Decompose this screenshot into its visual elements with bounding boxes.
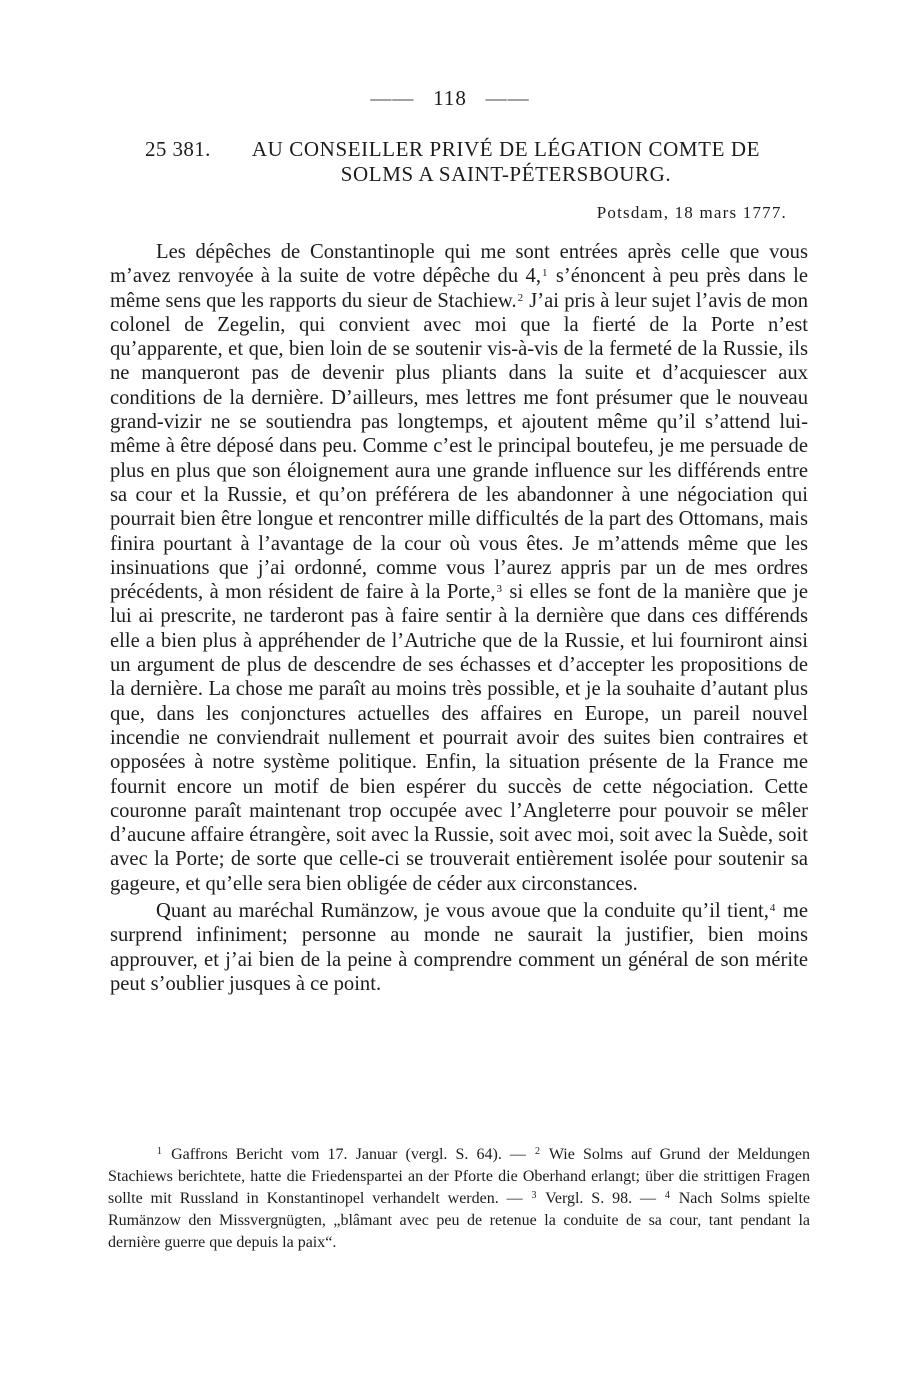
body-paragraph-1	[110, 240, 808, 896]
body-paragraph-2	[110, 899, 808, 996]
letter-dateline: Potsdam, 18 mars 1777.	[596, 203, 787, 222]
p2-text-b: me surprend infiniment; personne au monde ne saurait la justifier, bien moins approuver, et j’ai bien de la peine à comprendre comment un général de son mérite peut s’oublier jusques à ce point.	[110, 900, 809, 995]
p1-text-d: si elles se font de la manière que je lui ai prescrite, ne tarderont pas à faire sentir à la dernière que dans ces différends elle a bien plus à appréhender de l’Autriche que de la Russie, et lui fourniront ainsi un argument de plus de descendre de ses échasses et d’accepter les propositions de la dernière. La chose me paraît au moins très possible, et je la souhaite d’autant plus que, dans les conjonctures actuelles des affaires en Europe, un pareil nouvel incendie ne conviendrait nullement et pourrait avoir des suites bien contraires et opposées à notre système politique. Enfin, la situation présente de la France me fournit encore un motif de bien espérer du succès de cette négociation. Cette couronne paraît maintenant trop occupée avec l’Angleterre pour pouvoir se mêler d’aucune affaire étrangère, soit avec la Russie, soit avec moi, soit avec la Suède, soit avec la Porte; de sorte que celle-ci se trouverait entièrement isolée pour soutenir sa gageure, et qu’elle sera bien obligée de céder aux circonstances.	[110, 581, 808, 895]
footnote-mark-1: 1	[157, 1146, 162, 1157]
letter-title: AU CONSEILLER PRIVÉ DE LÉGATION COMTE DE SOLMS A SAINT-PÉTERSBOURG.	[251, 137, 761, 186]
footnote-ref-2: 2	[517, 291, 524, 304]
footnote-text-1: Gaffrons Bericht vom 17. Januar (vergl. S. 64). —	[163, 1146, 535, 1163]
header-dash-left: ——	[370, 86, 415, 110]
footnote-block	[108, 1144, 810, 1254]
footnote-text-4: Nach Solms spielte Rumänzow den Missvergnügten, „blâmant avec peu de retenue la conduite de sa cour, tant pendant la dernière guerre que depuis la paix“.	[108, 1190, 810, 1251]
p1-text-b: s’énoncent à peu près dans le même sens que les rapports du sieur de Stachiew.	[110, 265, 808, 312]
letter-heading	[145, 137, 795, 187]
footnote-mark-2: 2	[535, 1146, 541, 1157]
p1-text-c: J’ai pris à leur sujet l’avis de mon colonel de Zegelin, qui convient avec moi que la fierté de la Porte n’est qu’apparente, et que, bien loin de se soutenir vis-à-vis de la fermeté de la Russie, ils ne manqueront pas de devenir plus pliants dans la suite et d’acquiescer aux conditions de la dernière. D’ailleurs, mes lettres me font présumer que le nouveau grand-vizir ne se soutiendra pas longtemps, et ajoutent même qu’il s’attend lui-même à être déposé dans peu. Comme c’est le principal boutefeu, je me persuade de plus en plus que son éloignement aura une grande influence sur les différends entre sa cour et la Russie, et qu’on préférera de les abandonner à une négociation qui pourrait bien être longue et rencontrer mille difficultés de la part des Ottomans, mais finira pourtant à l’avantage de la cour où vous êtes. Je m’attends même que les insinuations que j’ai ordonné, comme vous l’aurez appris par un de mes ordres précédents, à mon résident de faire à la Porte,	[110, 289, 808, 604]
footnote-ref-3: 3	[496, 583, 502, 596]
footnote-text-2: Wie Solms auf Grund der Meldungen Stachiews berichtete, hatte die Friedenspartei an der Pforte die Oberhand erlangt; über die strittigen Fragen sollte mit Russland in Konstantinopel verhandelt werden. —	[108, 1146, 810, 1207]
footnote-mark-4: 4	[664, 1190, 670, 1201]
letter-number: 25 381.	[145, 137, 211, 161]
letter-body	[110, 240, 808, 996]
footnote-ref-1: 1	[541, 267, 548, 280]
page-number: 118	[433, 86, 467, 110]
page-number-header	[0, 86, 900, 111]
footnotes	[108, 1144, 810, 1254]
footnote-text-3: Vergl. S. 98. —	[537, 1190, 664, 1207]
p1-text-a: Les dépêches de Constantinople qui me sont entrées après celle que vous m’avez renvoyée à la suite de votre dépêche du 4,	[110, 241, 808, 288]
header-dash-right: ——	[485, 86, 530, 110]
footnote-ref-4: 4	[769, 902, 776, 915]
p2-text-a: Quant au maréchal Rumänzow, je vous avoue que la conduite qu’il tient,	[156, 900, 769, 923]
footnote-mark-3: 3	[531, 1190, 537, 1201]
